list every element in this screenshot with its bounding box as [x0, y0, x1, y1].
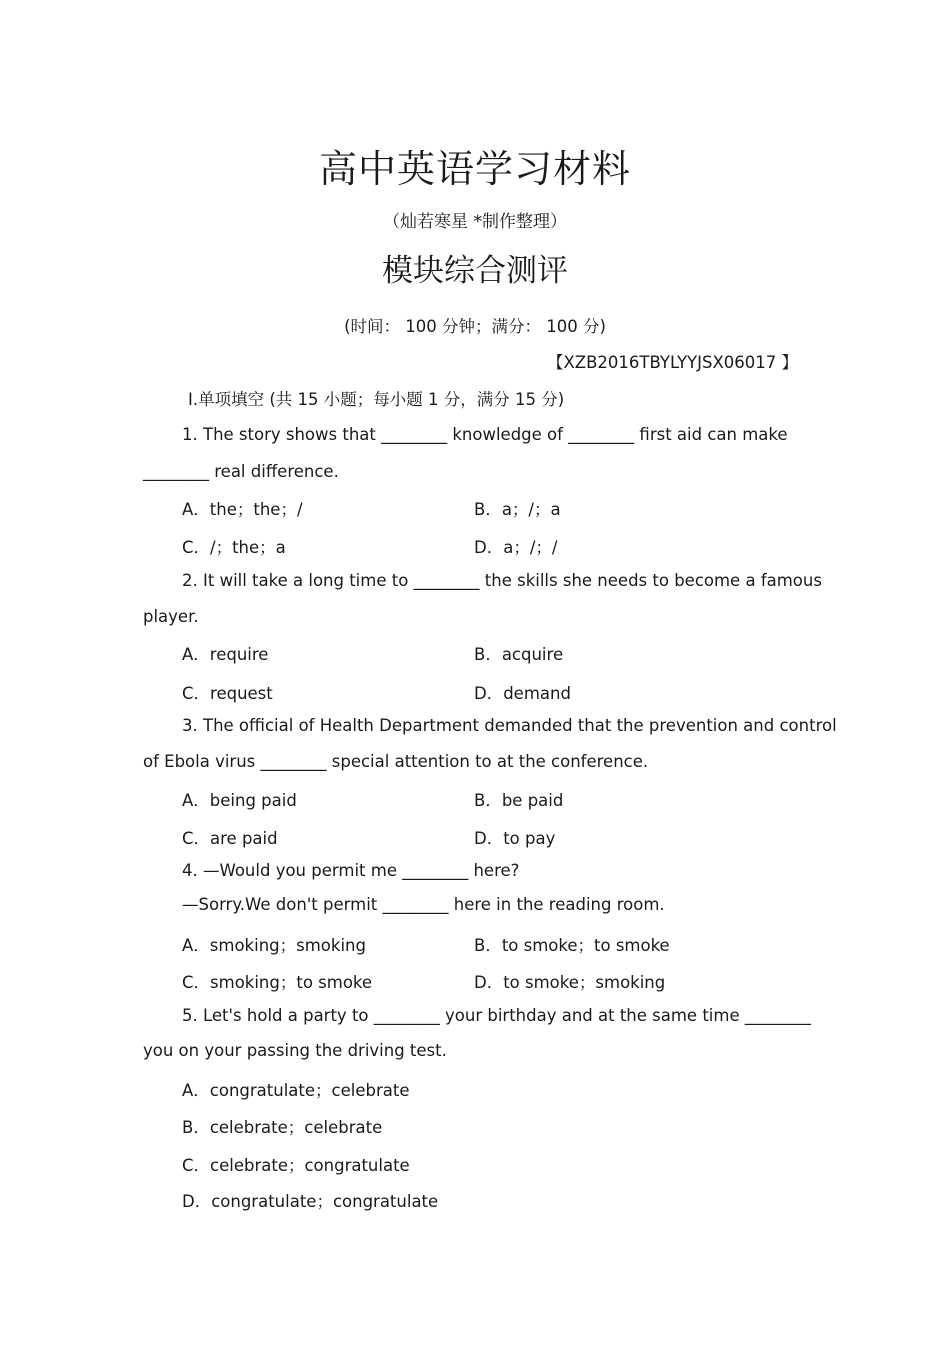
question-5-option-b: B．celebrate；celebrate — [182, 1118, 383, 1137]
question-5-option-d: D．congratulate；congratulate — [182, 1192, 439, 1211]
question-1-option-a: A．the；the；/ — [182, 500, 303, 519]
question-3-option-d: D．to pay — [474, 829, 556, 848]
question-2-option-d: D．demand — [474, 684, 571, 703]
question-3-option-b: B．be paid — [474, 791, 564, 810]
question-5-option-c: C．celebrate；congratulate — [182, 1156, 410, 1175]
question-4-option-d: D．to smoke；smoking — [474, 973, 666, 992]
question-2-option-c: C．request — [182, 684, 273, 703]
question-2-option-a: A．require — [182, 645, 269, 664]
test-heading: 模块综合测评 — [382, 253, 568, 289]
question-1-line-1: 1. The story shows that ________ knowledge of ________ first aid can make — [182, 425, 788, 444]
question-5-line-1: 5. Let's hold a party to ________ your birthday and at the same time ________ — [182, 1006, 811, 1025]
time-info: (时间： 100 分钟；满分： 100 分) — [344, 317, 606, 336]
question-4-option-a: A．smoking；smoking — [182, 936, 366, 955]
question-2-line-1: 2. It will take a long time to ________ the skills she needs to become a famous — [182, 571, 822, 590]
question-5-line-2: you on your passing the driving test. — [143, 1041, 447, 1060]
question-4-option-c: C．smoking；to smoke — [182, 973, 373, 992]
question-3-option-a: A．being paid — [182, 791, 297, 810]
question-1-option-d: D．a；/；/ — [474, 538, 558, 557]
question-4-line-2: —Sorry.We don't permit ________ here in the reading room. — [182, 895, 665, 914]
question-1-line-2: ________ real difference. — [143, 462, 339, 481]
question-3-line-1: 3. The official of Health Department demanded that the prevention and control — [182, 716, 837, 735]
document-code: 【XZB2016TBYLYYJSX06017 】 — [546, 353, 798, 372]
question-1-option-b: B．a；/；a — [474, 500, 561, 519]
question-1-option-c: C．/；the；a — [182, 538, 286, 557]
section-title: Ⅰ.单项填空 (共 15 小题；每小题 1 分，满分 15 分) — [188, 390, 565, 409]
question-3-line-2: of Ebola virus ________ special attention to at the conference. — [143, 752, 649, 771]
page-title: 高中英语学习材料 — [318, 147, 631, 191]
question-2-line-2: player. — [143, 607, 199, 626]
question-5-option-a: A．congratulate；celebrate — [182, 1081, 410, 1100]
question-3-option-c: C．are paid — [182, 829, 278, 848]
question-4-line-1: 4. —Would you permit me ________ here? — [182, 861, 520, 880]
question-2-option-b: B．acquire — [474, 645, 564, 664]
question-4-option-b: B．to smoke；to smoke — [474, 936, 670, 955]
page-subtitle: （灿若寒星 *制作整理） — [383, 212, 567, 232]
